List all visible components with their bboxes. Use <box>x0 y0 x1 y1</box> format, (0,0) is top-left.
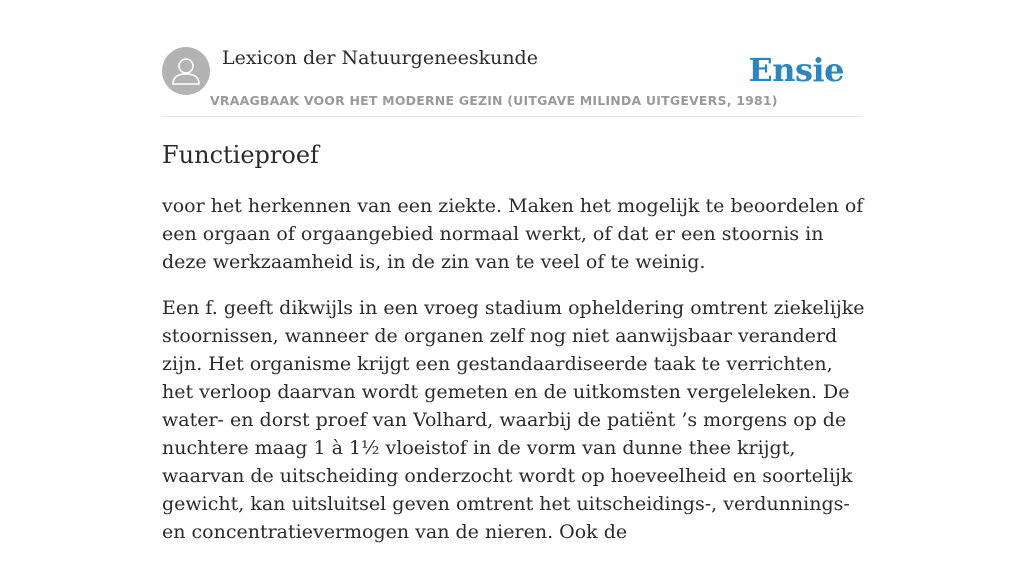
user-icon <box>162 47 210 95</box>
author-link[interactable]: Lexicon der Natuurgeneeskunde <box>222 47 538 69</box>
article-paragraph: Een f. geeft dikwijls in een vroeg stadium opheldering omtrent ziekelijke stoornissen, wanneer de organen zelf nog niet aanwijsbaar veranderd zijn. Het organisme krijgt een gestandaardiseerde taak te verrichten, het verloop daarvan wordt gemeten en de uitkomsten vergeleleken. De water- en dorst proef van Volhard, waarbij de patiënt ’s morgens op de nuchtere maag 1 à 1½ vloeistof in de vorm van dunne thee krijgt, waarvan de uitscheiding onderzocht wordt op hoeveelheid en soortelijk gewicht, kan uitsluitsel geven omtrent het uitscheidings-, verdunnings- en concentratievermogen van de nieren. Ook de <box>162 297 865 543</box>
article-body <box>162 192 867 564</box>
brand-logo[interactable]: Ensie <box>748 51 844 89</box>
article-paragraph: voor het herkennen van een ziekte. Maken het mogelijk te beoordelen of een orgaan of orgaangebied normaal werkt, of dat er een stoornis in deze werkzaamheid is, in de zin van te veel of te weinig. <box>162 195 864 273</box>
header <box>162 46 862 117</box>
avatar[interactable] <box>162 47 210 95</box>
page-title: Functieproef <box>162 141 319 169</box>
source-reference[interactable]: VRAAGBAAK VOOR HET MODERNE GEZIN (UITGAVE MILINDA UITGEVERS, 1981) <box>210 93 778 108</box>
